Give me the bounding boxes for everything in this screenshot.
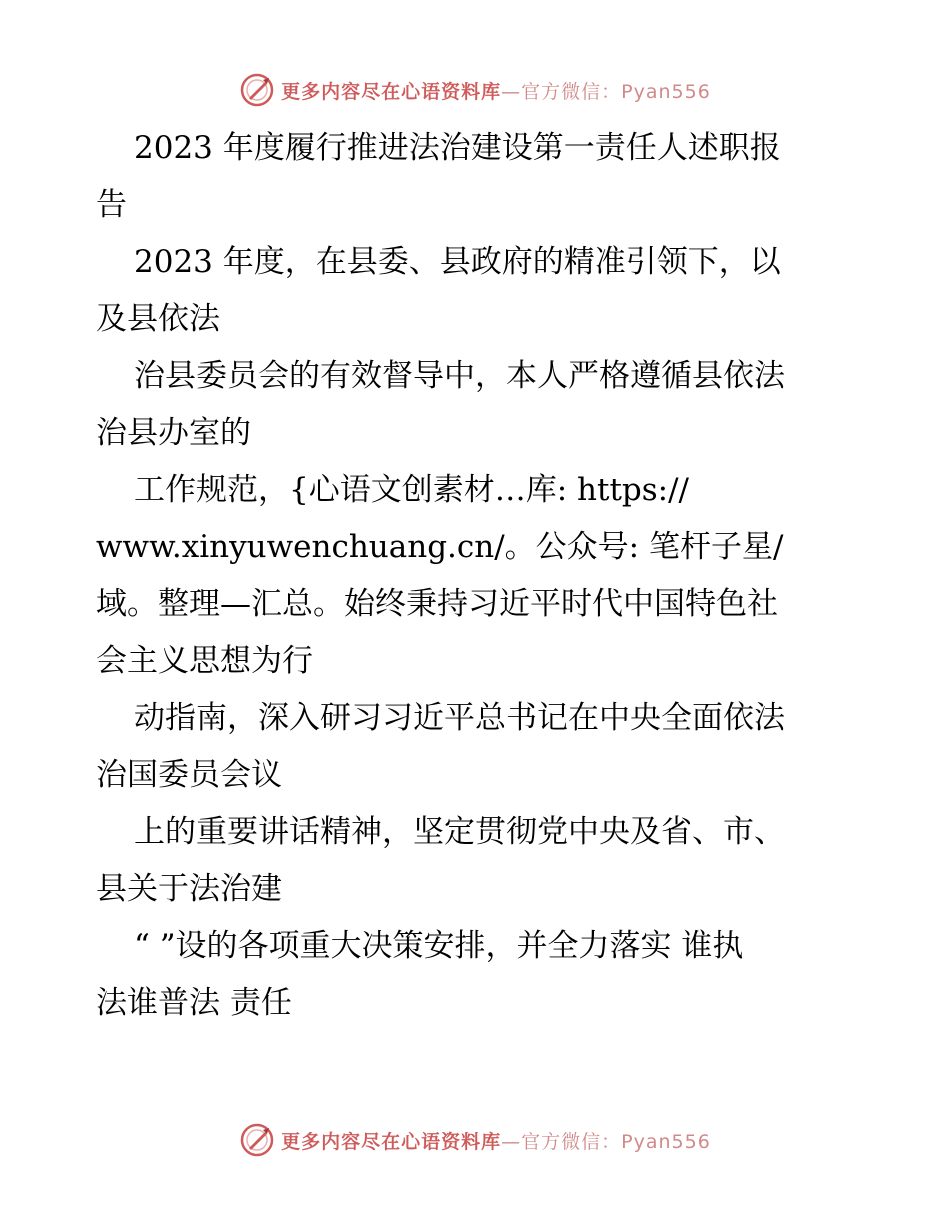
paragraph-line: 动指南，深入研习习近平总书记在中央全面依法 (134, 700, 785, 736)
paragraph-line: 法谁普法 责任 (96, 985, 292, 1021)
paragraph-line: 上的重要讲话精神，坚定贯彻党中央及省、市、 (134, 814, 785, 850)
paragraph-line: 治国委员会议 (96, 757, 282, 793)
paragraph-line: “ ”设的各项重大决策安排，并全力落实 谁执 (134, 928, 744, 964)
document-title-line: 2023 年度履行推进法治建设第一责任人述职报 (134, 130, 781, 166)
banner-main-text: 更多内容尽在心语资料库 (281, 1130, 502, 1153)
paragraph-line: www.xinyuwenchuang.cn/。公众号: 笔杆子星/ (96, 529, 784, 565)
document-title-line: 告 (96, 187, 127, 223)
banner-suffix-text: —官方微信：Pyan556 (501, 80, 711, 103)
header-banner (0, 70, 950, 110)
document-body (96, 120, 856, 1032)
paragraph-line: 2023 年度，在县委、县政府的精准引领下，以 (134, 244, 781, 280)
banner-main-text: 更多内容尽在心语资料库 (281, 80, 502, 103)
banner-suffix-text: —官方微信：Pyan556 (501, 1130, 711, 1153)
paragraph-line: 治县委员会的有效督导中，本人严格遵循县依法 (134, 358, 785, 394)
paragraph-line: 县关于法治建 (96, 871, 282, 907)
paragraph-line: 治县办室的 (96, 415, 251, 451)
brand-logo-icon (239, 1122, 275, 1158)
paragraph-line: 会主义思想为行 (96, 643, 313, 679)
paragraph-line: 及县依法 (96, 301, 220, 337)
paragraph-line: 域。整理—汇总。始终秉持习近平时代中国特色社 (96, 586, 778, 622)
footer-banner (0, 1120, 950, 1160)
brand-logo-icon (239, 72, 275, 108)
paragraph-line: 工作规范，{心语文创素材…库: https:// (134, 472, 689, 508)
banner-text (281, 77, 711, 104)
banner-text (281, 1127, 711, 1154)
